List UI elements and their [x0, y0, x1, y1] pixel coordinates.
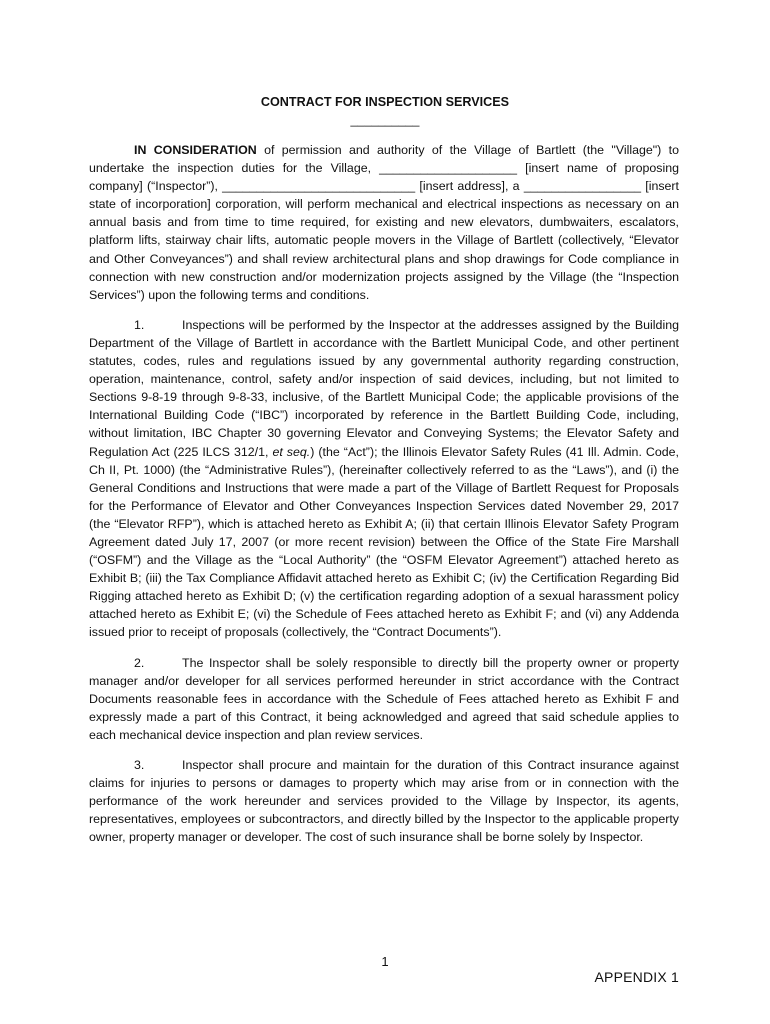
title-underline: __________	[350, 113, 420, 127]
section-1-text-a: Inspections will be performed by the Inspector at the addresses assigned by the Building Department of the Village of Bartlett in accordance with the Bartlett Municipal Code, and other pertinent statutes, codes, rules and regulations issued by any governmental authority regarding construction, operation, maintenance, control, safety and/or inspection of said devices, including, but not limited to Sections 9-8-19 through 9-8-33, inclusive, of the Bartlett Municipal Code; the applicable provisions of the International Building Code (“IBC”) incorporated by reference in the Bartlett Building Code, including, without limitation, IBC Chapter 30 governing Elevator and Conveying Systems; the Elevator Safety and Regulation Act (225 ILCS 312/1,	[89, 317, 679, 459]
document-body	[89, 141, 679, 858]
section-1-italic: et seq.	[272, 444, 311, 459]
section-1-number: 1.	[134, 317, 145, 332]
intro-lead: IN CONSIDERATION	[134, 143, 257, 157]
intro-paragraph	[89, 141, 679, 304]
section-1-paragraph	[89, 316, 679, 642]
page-number: 1	[381, 954, 389, 969]
section-2-paragraph	[89, 654, 679, 744]
section-3-number: 3.	[134, 758, 145, 772]
appendix-label: APPENDIX 1	[594, 969, 679, 985]
section-1-text-b: ) (the “Act”); the Illinois Elevator Safety Rules (41 Ill. Admin. Code, Ch II, Pt. 1000) (the “Administrative Rules”), (hereinafter collectively referred to as the “Laws”), and (i) the General Conditions and Instructions that were made a part of the Village of Bartlett Request for Proposals for the Performance of Elevator and Other Conveyances Inspection Services dated November 29, 2017 (the “Elevator RFP”), which is attached hereto as Exhibit A; (ii) that certain Illinois Elevator Safety Program Agreement dated July 17, 2007 (or more recent revision) between the Office of the State Fire Marshall (“OSFM”) and the Village as the “Local Authority” (the “OSFM Elevator Agreement”) attached hereto as Exhibit B; (iii) the Tax Compliance Affidavit attached hereto as Exhibit C; (iv) the Certification Regarding Bid Rigging attached hereto as Exhibit D; (v) the certification regarding adoption of a sexual harassment policy attached hereto as Exhibit E; (vi) the Schedule of Fees attached hereto as Exhibit F; and (vi) any Addenda issued prior to receipt of proposals (collectively, the “Contract Documents”).	[89, 444, 679, 640]
document-title: CONTRACT FOR INSPECTION SERVICES	[260, 95, 510, 109]
section-2-text: The Inspector shall be solely responsible to directly bill the property owner or property manager and/or developer for all services performed hereunder in strict accordance with the Contract Documents reasonable fees in accordance with the Schedule of Fees attached hereto as Exhibit F and expressly made a part of this Contract, it being acknowledged and agreed that said schedule applies to each mechanical device inspection and plan review services.	[89, 655, 679, 742]
section-2-number: 2.	[134, 655, 145, 670]
section-3-paragraph	[89, 756, 679, 846]
section-3-text: Inspector shall procure and maintain for the duration of this Contract insurance against claims for injuries to persons or damages to property which may arise from or in connection with the performance of the work hereunder and services provided to the Village by Inspector, its agents, representatives, employees or subcontractors, and directly billed by the Inspector to the applicable property owner, property manager or developer. The cost of such insurance shall be borne solely by Inspector.	[89, 758, 679, 845]
intro-text: of permission and authority of the Village of Bartlett (the "Village") to undertake the inspection duties for the Village, ____________________ [insert name of proposing company] (“Inspector”), ____________________________ [insert address], a _________________ [insert state of incorporation] corporation, will perform mechanical and electrical inspections as necessary on an annual basis and from time to time required, for existing and new elevators, dumbwaiters, escalators, platform lifts, stairway chair lifts, automatic people movers in the Village of Bartlett (collectively, “Elevator and Other Conveyances”) and shall review architectural plans and shop drawings for Code compliance in connection with new construction and/or modernization projects assigned by the Village (the “Inspection Services”) upon the following terms and conditions.	[89, 143, 679, 302]
